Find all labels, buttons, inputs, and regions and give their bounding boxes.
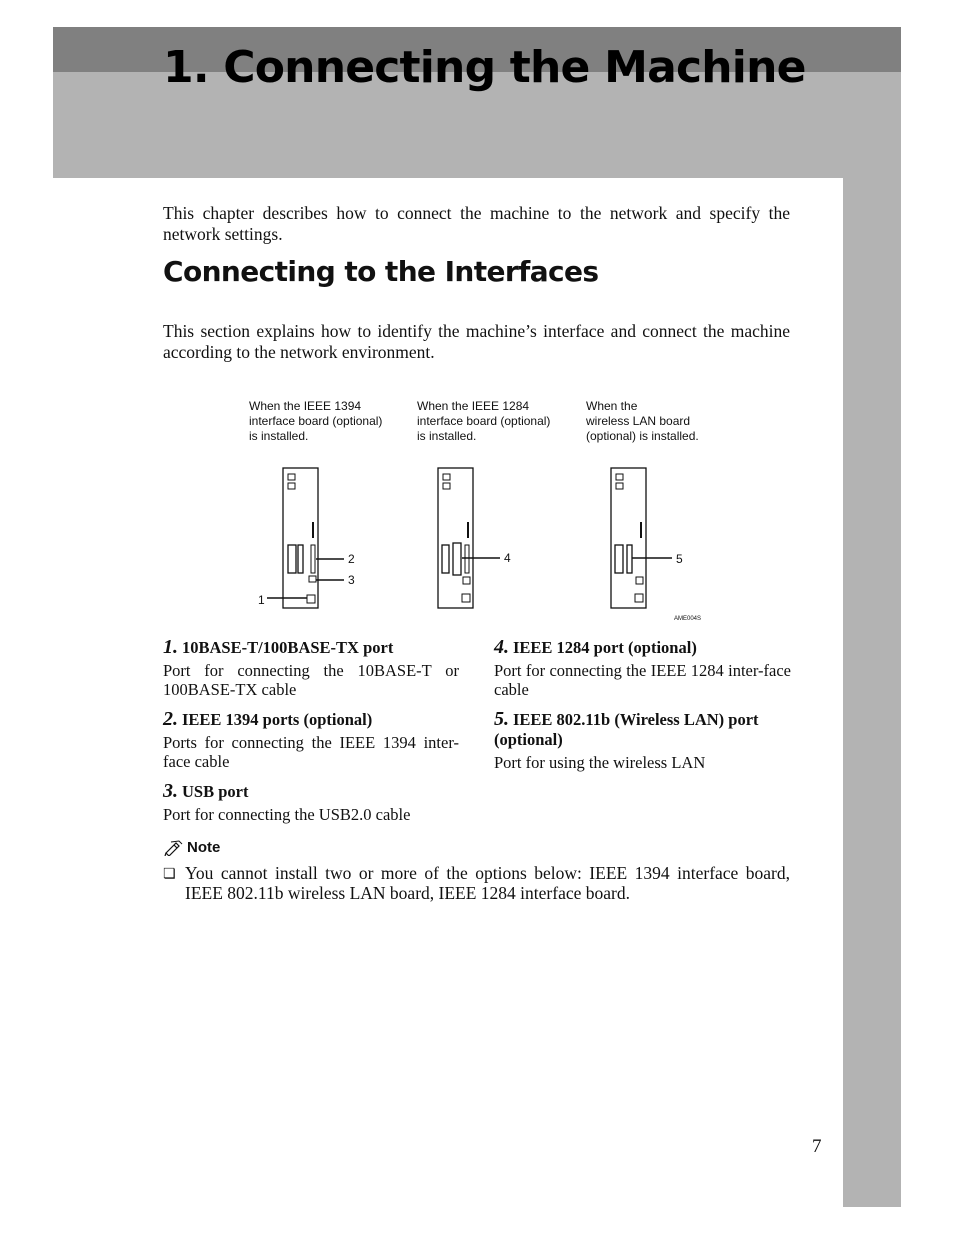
note-text: You cannot install two or more of the options below: IEEE 1394 interface board, IEEE 802.11b wireless LAN board, IEEE 1284 interface board. bbox=[185, 863, 790, 903]
callout-5: 5 bbox=[676, 552, 683, 566]
panel-ieee1394 bbox=[267, 468, 344, 608]
callout-2: 2 bbox=[348, 552, 355, 566]
intro-paragraph: This chapter describes how to connect the machine to the network and specify the network settings. bbox=[163, 203, 790, 244]
figure-caption-ieee1284: When the IEEE 1284 interface board (optional) is installed. bbox=[417, 399, 551, 443]
callout-4: 4 bbox=[504, 551, 511, 565]
port-item-heading: 4. IEEE 1284 port (optional) bbox=[494, 636, 697, 658]
port-item-3 bbox=[163, 781, 459, 824]
section-title: Connecting to the Interfaces bbox=[163, 255, 599, 288]
port-item-heading: 3. USB port bbox=[163, 780, 249, 802]
note-label: Note bbox=[187, 839, 221, 856]
figure-caption-ieee1394: When the IEEE 1394 interface board (optional) is installed. bbox=[249, 399, 383, 443]
port-item-description: Port for connecting the IEEE 1284 inter-face cable bbox=[494, 661, 791, 699]
figure-caption-wireless-lan: When the wireless LAN board (optional) is installed. bbox=[586, 399, 699, 443]
checkbox-icon: ❏ bbox=[163, 866, 176, 882]
port-item-heading: 2. IEEE 1394 ports (optional) bbox=[163, 708, 373, 730]
port-item-description: Ports for connecting the IEEE 1394 inter-face cable bbox=[163, 733, 459, 771]
figure-code: AME004S bbox=[674, 616, 702, 622]
port-item-5 bbox=[494, 709, 791, 772]
callout-1: 1 bbox=[258, 593, 265, 607]
port-item-heading: 5. IEEE 802.11b (Wireless LAN) port (optional) bbox=[494, 708, 759, 749]
note-heading bbox=[163, 839, 220, 856]
port-item-1 bbox=[163, 637, 459, 699]
pencil-icon bbox=[163, 840, 183, 856]
panel-wireless-lan bbox=[611, 468, 672, 608]
section-description: This section explains how to identify the machine’s interface and connect the machine according to the network environment. bbox=[163, 321, 790, 362]
port-item-description: Port for connecting the USB2.0 cable bbox=[163, 805, 411, 824]
port-item-heading: 1. 10BASE-T/100BASE-TX port bbox=[163, 636, 394, 658]
chapter-title: 1. Connecting the Machine bbox=[163, 42, 806, 93]
port-item-description: Port for using the wireless LAN bbox=[494, 753, 706, 772]
page-number: 7 bbox=[812, 1136, 822, 1157]
callout-3: 3 bbox=[348, 573, 355, 587]
port-item-4 bbox=[494, 637, 791, 699]
panel-ieee1284 bbox=[438, 468, 500, 608]
port-item-description: Port for connecting the 10BASE-T or 100BASE-TX cable bbox=[163, 661, 459, 699]
port-item-2 bbox=[163, 709, 459, 771]
